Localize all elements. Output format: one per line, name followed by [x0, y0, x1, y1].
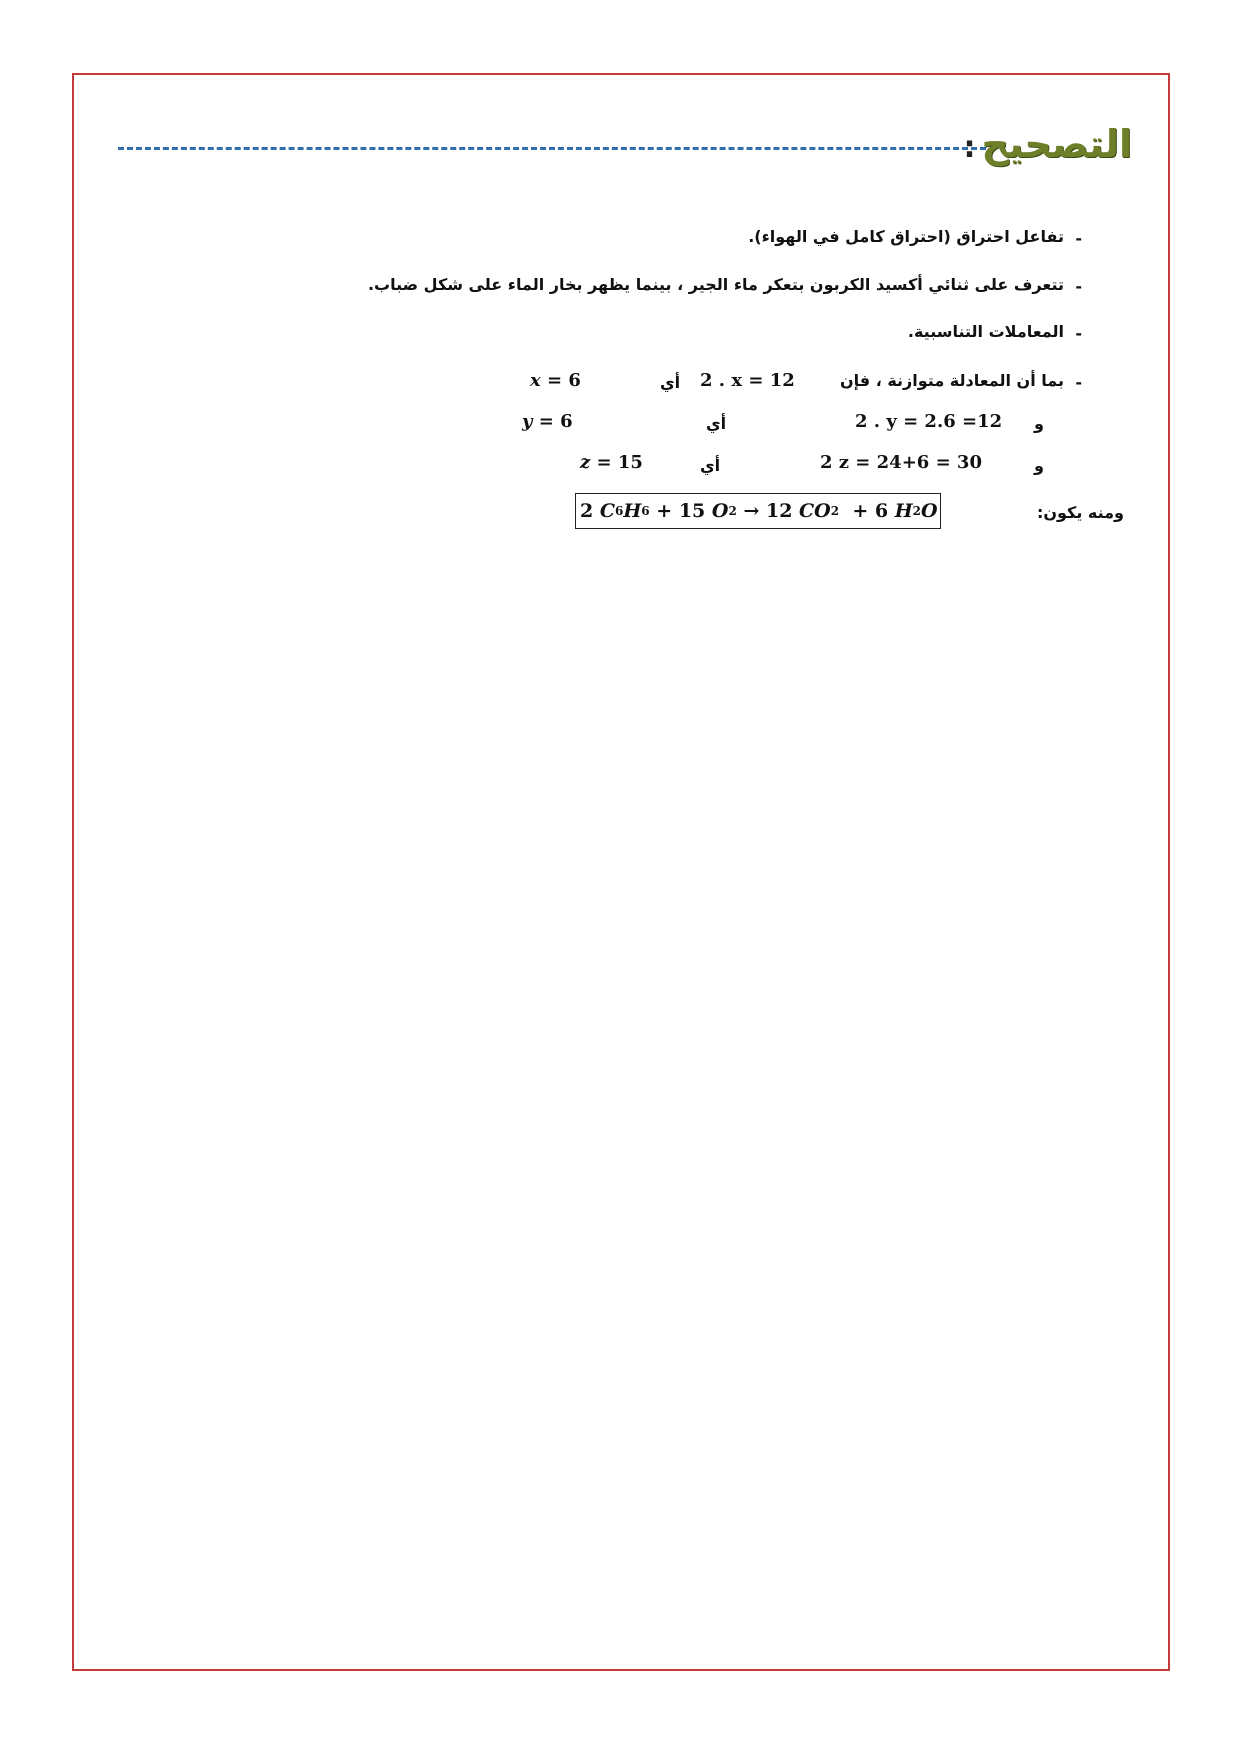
meaning-label: أي: [660, 373, 681, 392]
and-label: و: [1034, 414, 1044, 433]
balance-eq-2: 2 . y = 2.6 =12: [855, 411, 1003, 432]
conclusion-label: ومنه يكون:: [1036, 503, 1124, 522]
meaning-label: أي: [700, 456, 721, 475]
final-equation-box: 2 C 6 H 6 + 15 O 2 → 12 CO 2 + 6 H 2 O: [575, 493, 941, 529]
balance-result-3: z = 15: [580, 452, 643, 473]
section-title: [963, 122, 1132, 166]
page-frame: [72, 73, 1170, 1671]
bullet-marker: -: [1075, 324, 1082, 343]
title-colon: :: [963, 130, 976, 165]
balance-eq-1: 2 . x = 12: [700, 370, 795, 391]
balance-intro: بما أن المعادلة متوازنة ، فإن: [839, 371, 1064, 390]
answer-item-2: تتعرف على ثنائي أكسيد الكربون بتعكر ماء الجير ، بينما يظهر بخار الماء على شكل ضباب.: [367, 275, 1064, 294]
balance-result-1: x = 6: [530, 370, 581, 391]
meaning-label: أي: [706, 414, 727, 433]
and-label: و: [1034, 456, 1044, 475]
answer-item-3: المعاملات التناسبية.: [907, 322, 1064, 341]
answer-item-1: تفاعل احتراق (احتراق كامل في الهواء).: [748, 227, 1064, 246]
balance-result-2: y = 6: [522, 411, 573, 432]
title-underline: [118, 147, 986, 150]
bullet-marker: -: [1075, 277, 1082, 296]
title-text: التصحيح: [981, 122, 1132, 166]
bullet-marker: -: [1075, 229, 1082, 248]
bullet-marker: -: [1075, 373, 1082, 392]
balance-eq-3: 2 z = 24+6 = 30: [820, 452, 982, 473]
